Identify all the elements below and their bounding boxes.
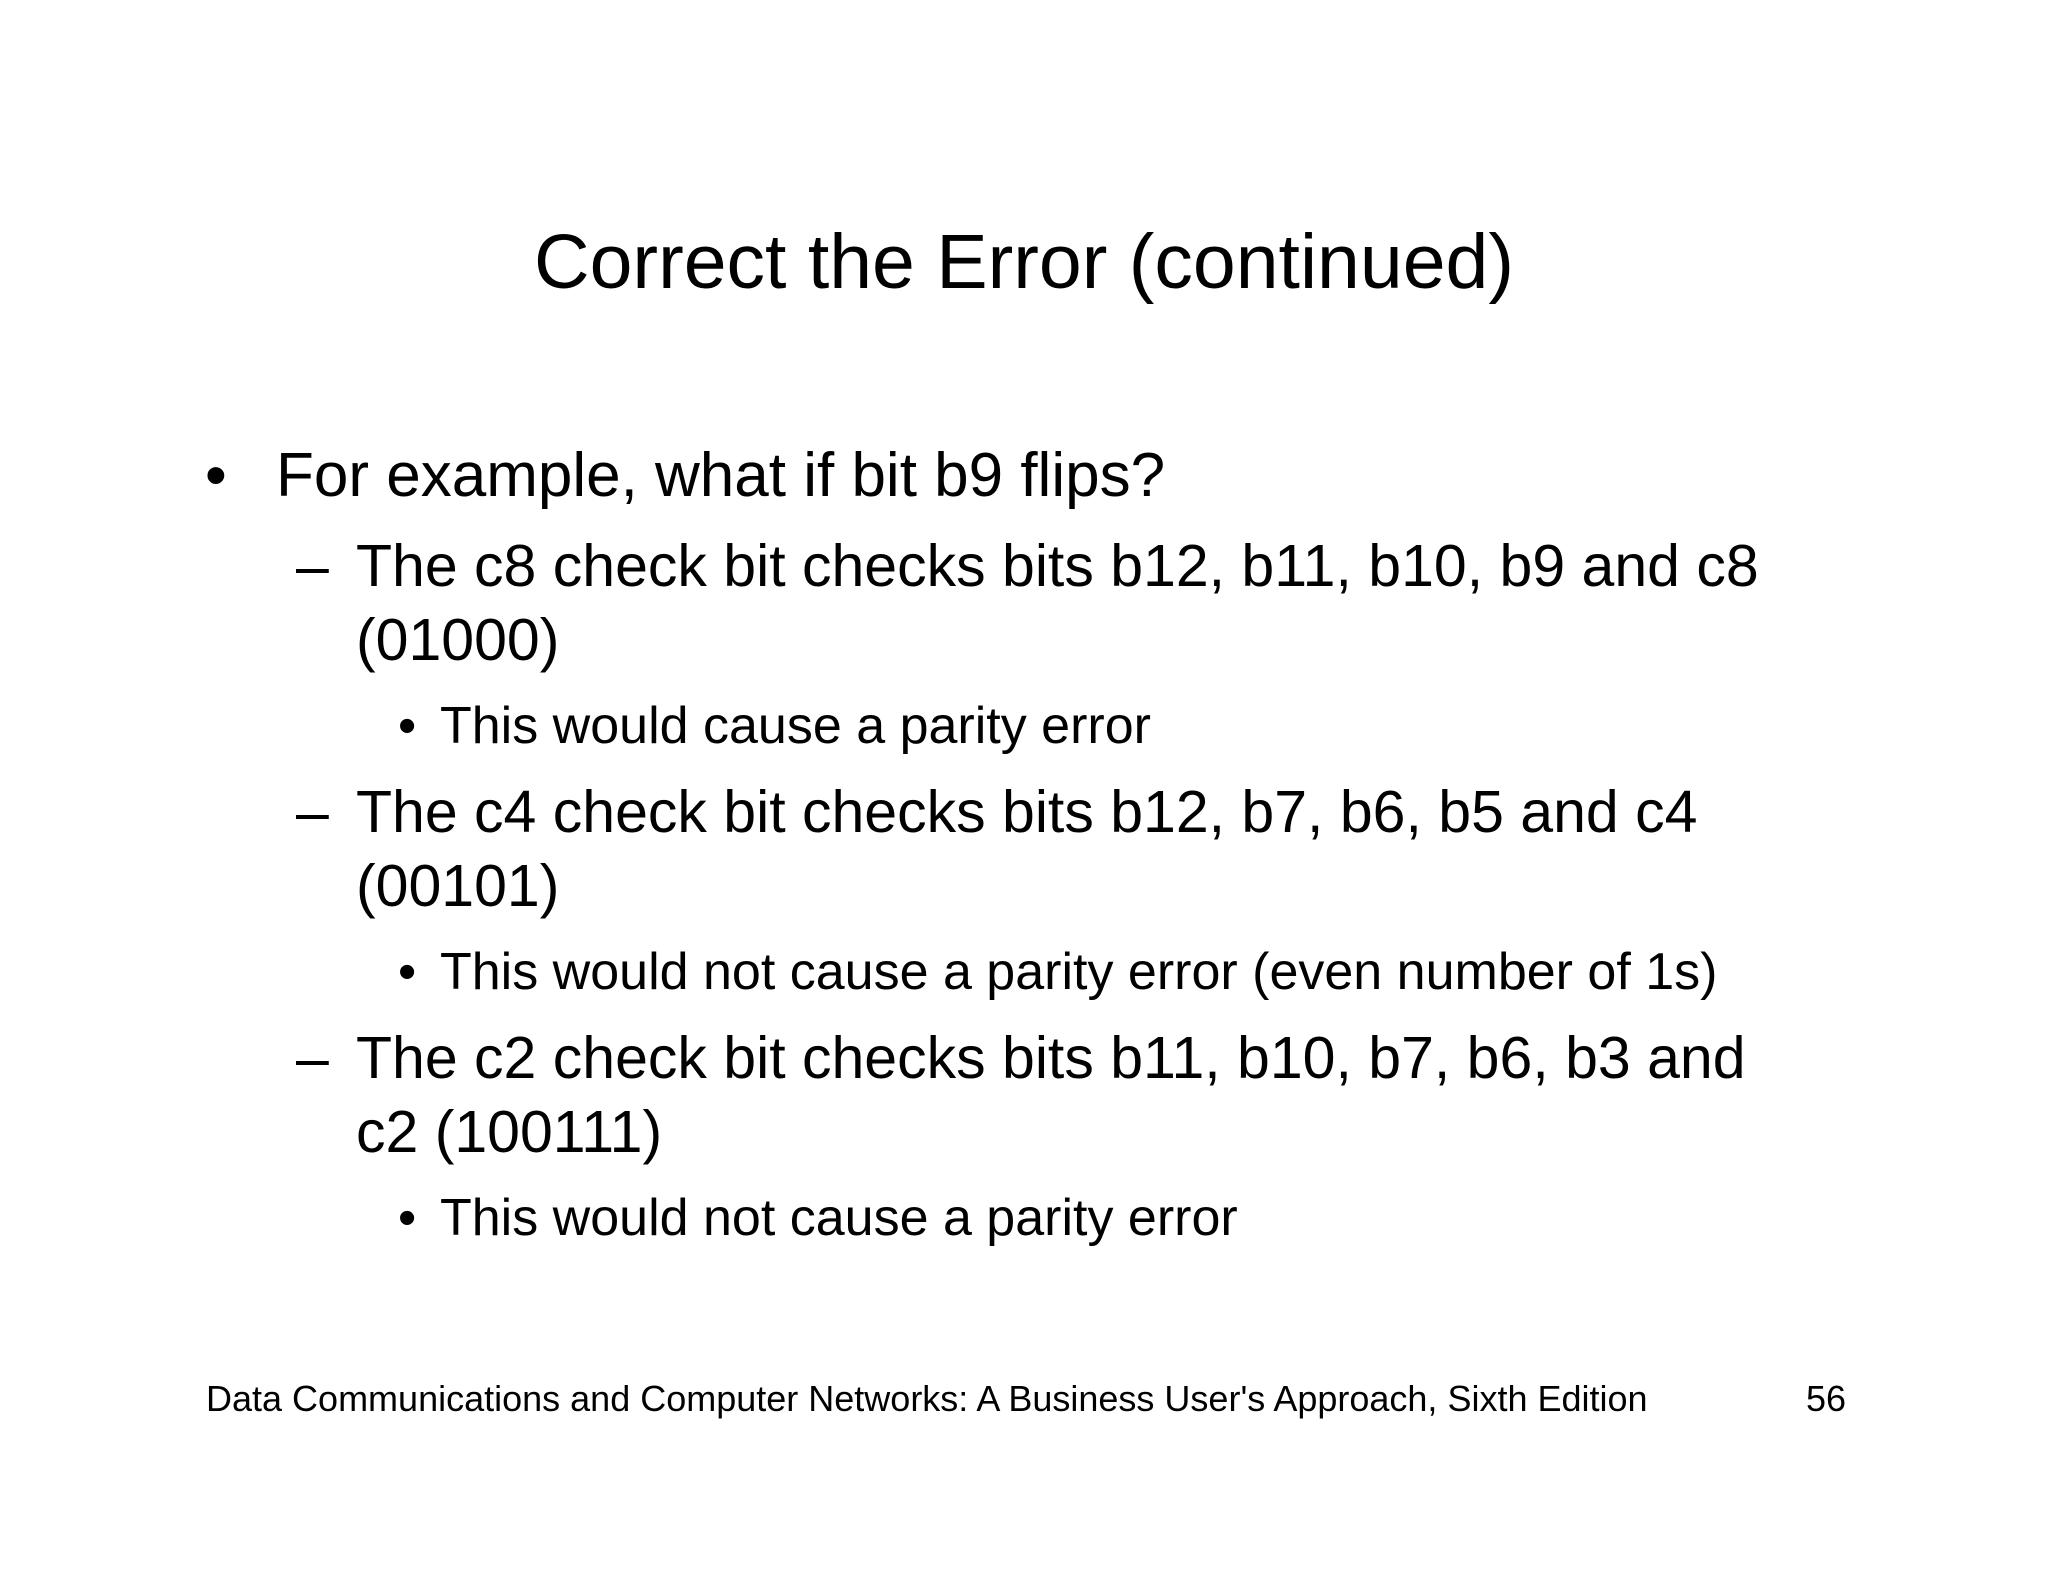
sub-item-c4-line2: (00101)	[356, 853, 560, 919]
slide-title: Correct the Error (continued)	[534, 219, 1514, 305]
page-number: 56	[1806, 1378, 1847, 1419]
sub-sub-item-not-cause-even: This would not cause a parity error (even number of 1s)	[440, 943, 1718, 1001]
sub-sub-item-cause: This would cause a parity error	[440, 697, 1151, 755]
dash-marker: –	[296, 1025, 329, 1091]
sub-sub-item-not-cause: This would not cause a parity error	[440, 1189, 1238, 1247]
sub-bullet-marker: •	[398, 1189, 417, 1247]
footer-text: Data Communications and Computer Networks: A Business User's Approach, Sixth Edition	[206, 1378, 1648, 1419]
sub-item-c2-line2: c2 (100111)	[356, 1099, 663, 1165]
bullet-marker: •	[205, 441, 227, 510]
sub-item-c8-line1: The c8 check bit checks bits b12, b11, b10, b9 and c8	[356, 533, 1759, 599]
sub-bullet-marker: •	[398, 697, 417, 755]
sub-item-c4-line1: The c4 check bit checks bits b12, b7, b6, b5 and c4	[356, 779, 1698, 845]
bullet-item-example: For example, what if bit b9 flips?	[276, 441, 1166, 510]
sub-bullet-marker: •	[398, 943, 417, 1001]
dash-marker: –	[296, 533, 329, 599]
dash-marker: –	[296, 779, 329, 845]
sub-item-c8-line2: (01000)	[356, 607, 560, 673]
sub-item-c2-line1: The c2 check bit checks bits b11, b10, b7, b6, b3 and	[356, 1025, 1746, 1091]
